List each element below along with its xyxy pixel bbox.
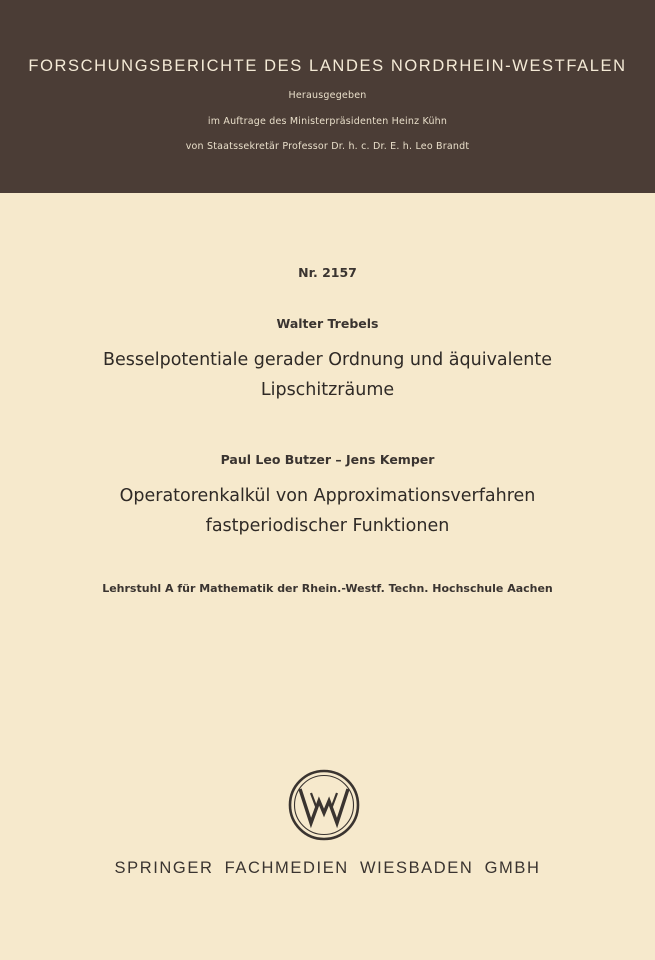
institute-affiliation: Lehrstuhl A für Mathematik der Rhein.-Westf. Techn. Hochschule Aachen	[102, 582, 553, 595]
westdeutscher-verlag-wv-logo-icon	[286, 767, 362, 843]
editor-line: von Staatssekretär Professor Dr. h. c. Dr. E. h. Leo Brandt	[185, 141, 470, 152]
series-header-band	[0, 0, 655, 193]
work-1-author: Walter Trebels	[276, 316, 379, 331]
work-1-title-line-2: Lipschitzräume	[260, 380, 395, 400]
work-2-authors: Paul Leo Butzer – Jens Kemper	[220, 452, 435, 467]
publisher-name: SPRINGER FACHMEDIEN WIESBADEN GMBH	[114, 859, 541, 877]
commissioned-by-line: im Auftrage des Ministerpräsidenten Heinz Kühn	[207, 116, 448, 127]
series-title: FORSCHUNGSBERICHTE DES LANDES NORDRHEIN-WESTFALEN	[28, 57, 627, 75]
work-2-title-line-2: fastperiodischer Funktionen	[205, 516, 450, 536]
edited-by-line: Herausgegeben	[288, 90, 367, 101]
issue-number: Nr. 2157	[298, 265, 357, 280]
work-1-title-line-1: Besselpotentiale gerader Ordnung und äquivalente	[102, 350, 553, 370]
work-2-title-line-1: Operatorenkalkül von Approximationsverfahren	[119, 486, 536, 506]
